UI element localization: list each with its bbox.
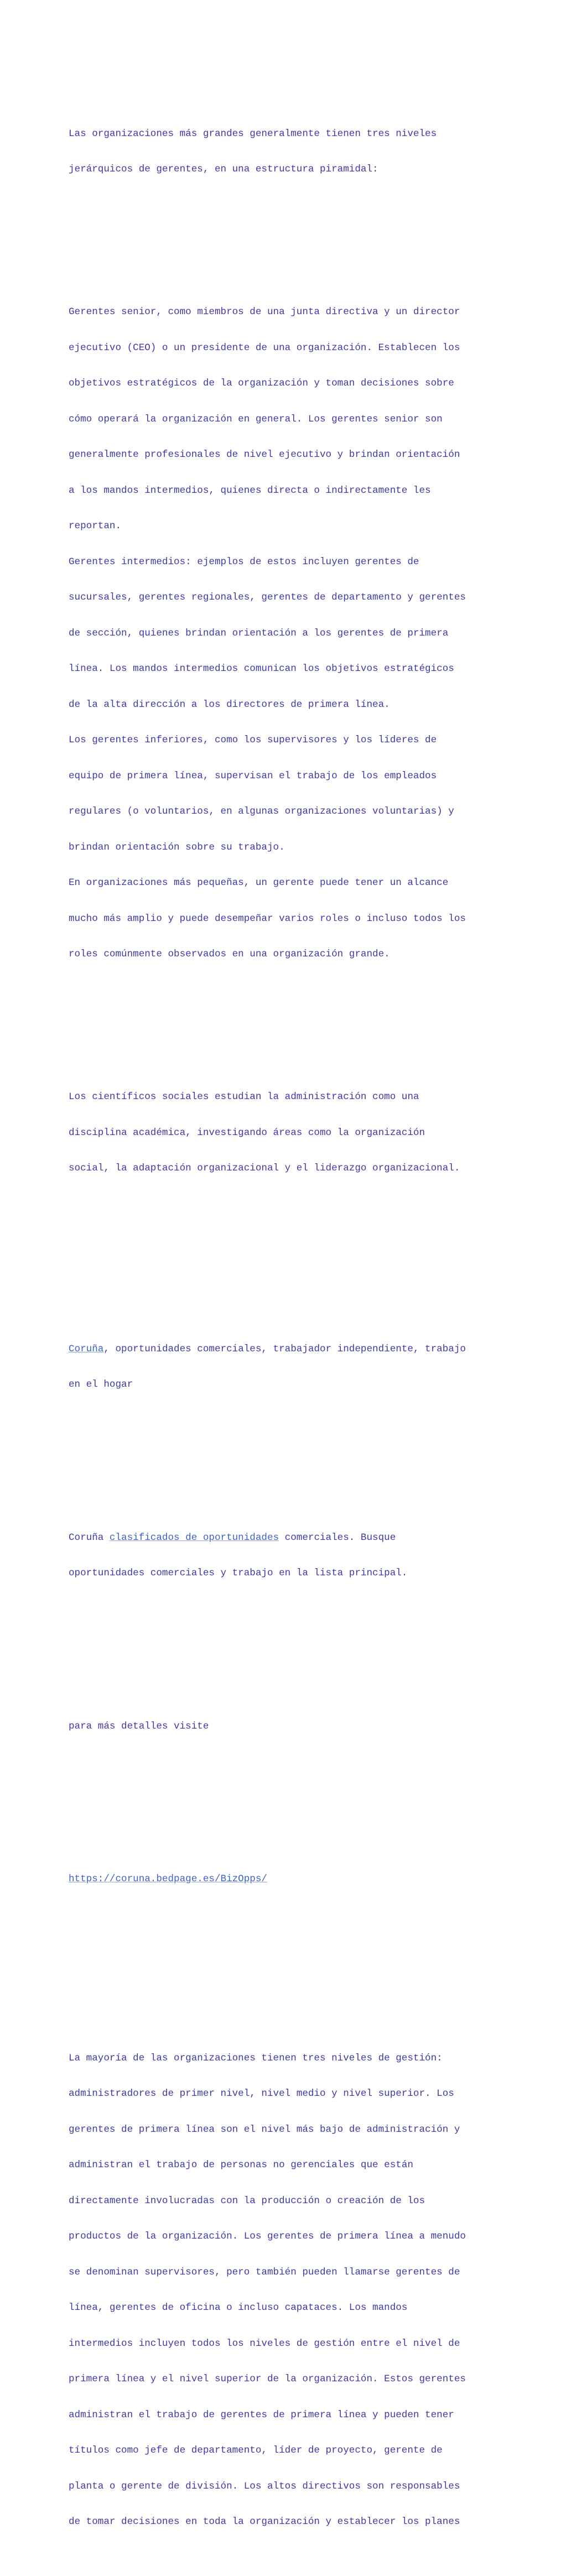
text-span: , oportunidades comerciales, trabajador independiente, trabajo — [103, 1343, 466, 1355]
text-line: En organizaciones más pequeñas, un gerente puede tener un alcance — [69, 877, 449, 888]
text-line: Los científicos sociales estudian la administración como una — [69, 1091, 419, 1102]
text-line: sucursales, gerentes regionales, gerentes de departamento y gerentes — [69, 592, 466, 603]
text-line: intermedios incluyen todos los niveles de gestión entre el nivel de — [69, 2338, 460, 2349]
text-line: reportan. — [69, 521, 122, 532]
text-line: administran el trabajo de gerentes de primera línea y pueden tener — [69, 2409, 454, 2421]
text-line: administran el trabajo de personas no gerenciales que están — [69, 2159, 413, 2171]
text-line: primera línea y el nivel superior de la organización. Estos gerentes — [69, 2374, 466, 2385]
paragraph-management-levels — [69, 2029, 500, 2552]
text-line: ejecutivo (CEO) o un presidente de una organización. Establecen los — [69, 342, 460, 353]
spacer — [69, 1792, 500, 1814]
text-line: generalmente profesionales de nivel ejecutivo y brindan orientación — [69, 449, 460, 460]
text-line: Gerentes senior, como miembros de una junta directiva y un director — [69, 306, 460, 318]
text-line: Los gerentes inferiores, como los supervisores y los líderes de — [69, 735, 437, 746]
spacer — [69, 1020, 500, 1032]
spacer — [69, 1450, 500, 1472]
text-line: oportunidades comerciales y trabajo en la lista principal. — [69, 1568, 408, 1579]
text-line: títulos como jefe de departamento, líder de proyecto, gerente de — [69, 2445, 443, 2456]
text-line: planta o gerente de división. Los altos directivos son responsables — [69, 2480, 460, 2492]
text-line: mucho más amplio y puede desempeñar varios roles o incluso todos los — [69, 913, 466, 924]
paragraph-visit — [69, 1697, 500, 1757]
text-line: se denominan supervisores, pero también pueden llamarse gerentes de — [69, 2266, 460, 2278]
text-line: equipo de primera línea, supervisan el trabajo de los empleados — [69, 770, 437, 782]
bizopps-url-link[interactable]: https://coruna.bedpage.es/BizOpps/ — [69, 1874, 267, 1885]
text-span: comerciales. Busque — [279, 1532, 396, 1543]
paragraph-coruna-opportunities — [69, 1320, 500, 1415]
paragraph-intro — [69, 105, 500, 200]
text-line: Las organizaciones más grandes generalmente tienen tres niveles — [69, 128, 437, 139]
text-line: roles comúnmente observados en una organización grande. — [69, 949, 390, 960]
paragraph-coruna-classifieds — [69, 1508, 500, 1604]
text-line: de sección, quienes brindan orientación a los gerentes de primera — [69, 627, 449, 639]
coruna-link[interactable]: Coruña — [69, 1343, 104, 1355]
text-line: para más detalles visite — [69, 1720, 209, 1732]
text-line: jerárquicos de gerentes, en una estructura piramidal: — [69, 164, 378, 175]
text-line — [69, 1344, 500, 1356]
document-page — [69, 69, 500, 2576]
text-line: Gerentes intermedios: ejemplos de estos incluyen gerentes de — [69, 556, 419, 568]
text-line: de tomar decisiones en toda la organización y establecer los planes — [69, 2516, 460, 2527]
text-line: social, la adaptación organizacional y el liderazgo organizacional. — [69, 1163, 460, 1174]
classifieds-link[interactable]: clasificados de oportunidades — [109, 1532, 279, 1543]
spacer — [69, 1945, 500, 1969]
text-line — [69, 1532, 500, 1544]
spacer — [69, 1639, 500, 1661]
text-line: gerentes de primera línea son el nivel más bajo de administración y — [69, 2124, 460, 2135]
text-line: disciplina académica, investigando áreas como la organización — [69, 1127, 425, 1138]
text-span: Coruña — [69, 1532, 110, 1543]
text-line: línea, gerentes de oficina o incluso capataces. Los mandos — [69, 2302, 408, 2313]
text-line: regulares (o voluntarios, en algunas organizaciones voluntarias) y — [69, 806, 454, 817]
text-line: de la alta dirección a los directores de primera línea. — [69, 699, 390, 710]
text-line: línea. Los mandos intermedios comunican los objetivos estratégicos — [69, 663, 454, 674]
paragraph-url — [69, 1850, 500, 1909]
text-line: brindan orientación sobre su trabajo. — [69, 841, 285, 853]
spacer — [69, 235, 500, 247]
text-line: La mayoría de las organizaciones tienen tres niveles de gestión: — [69, 2052, 443, 2064]
text-line: cómo operará la organización en general. Los gerentes senior son — [69, 413, 443, 425]
text-line: administradores de primer nivel, nivel medio y nivel superior. Los — [69, 2088, 454, 2099]
text-line: en el hogar — [69, 1379, 133, 1390]
text-line: a los mandos intermedios, quienes directa o indirectamente les — [69, 485, 431, 496]
text-line: directamente involucradas con la producción o creación de los — [69, 2195, 425, 2206]
text-line: productos de la organización. Los gerentes de primera línea a menudo — [69, 2231, 466, 2242]
spacer — [69, 1234, 500, 1258]
text-line — [69, 1874, 500, 1886]
paragraph-social-scientists — [69, 1068, 500, 1199]
paragraph-manager-levels — [69, 283, 500, 985]
text-line: objetivos estratégicos de la organización y toman decisiones sobre — [69, 378, 454, 389]
